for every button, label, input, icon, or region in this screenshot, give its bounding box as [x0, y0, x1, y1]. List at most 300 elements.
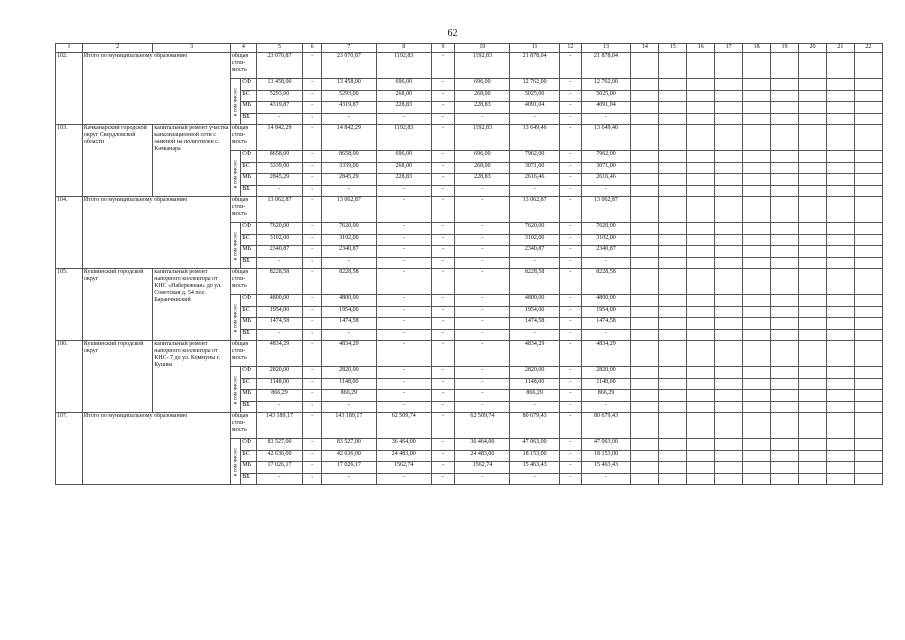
total-value-cell: 143 189,17 — [321, 413, 376, 439]
empty-cell — [743, 378, 771, 390]
total-value-cell: - — [303, 197, 322, 223]
value-cell: 15 463,43 — [581, 462, 631, 474]
row-description: Итого по муниципальному образованию — [82, 53, 230, 125]
value-cell: - — [559, 450, 581, 462]
value-cell: - — [303, 79, 322, 91]
value-cell: - — [431, 223, 455, 235]
total-value-cell: 14 842,29 — [256, 125, 303, 151]
value-cell: 1474,58 — [510, 318, 560, 330]
column-number: 4 — [230, 44, 256, 53]
empty-cell — [771, 125, 799, 151]
empty-cell — [659, 341, 687, 367]
column-number: 5 — [256, 44, 303, 53]
empty-cell — [826, 439, 854, 451]
value-cell: 696,00 — [376, 79, 431, 91]
empty-cell — [771, 102, 799, 114]
empty-cell — [771, 223, 799, 235]
total-value-cell: - — [559, 125, 581, 151]
empty-cell — [687, 185, 715, 197]
value-cell: - — [256, 401, 303, 413]
value-cell: 3071,00 — [510, 162, 560, 174]
empty-cell — [659, 367, 687, 379]
empty-cell — [631, 367, 659, 379]
empty-cell — [743, 367, 771, 379]
value-cell: - — [321, 473, 376, 485]
empty-cell — [854, 318, 882, 330]
empty-cell — [743, 269, 771, 295]
empty-cell — [771, 79, 799, 91]
value-cell: - — [559, 473, 581, 485]
empty-cell — [854, 174, 882, 186]
empty-cell — [687, 113, 715, 125]
total-value-cell: - — [431, 269, 455, 295]
empty-cell — [631, 185, 659, 197]
value-cell: - — [559, 223, 581, 235]
value-cell: - — [455, 329, 510, 341]
empty-cell — [798, 306, 826, 318]
vertical-label-text: в том числе: — [232, 231, 239, 260]
value-cell: 866,29 — [256, 390, 303, 402]
value-cell: 2340,87 — [256, 246, 303, 258]
value-cell: - — [303, 151, 322, 163]
value-cell: 7620,00 — [510, 223, 560, 235]
empty-cell — [771, 234, 799, 246]
value-cell: - — [303, 450, 322, 462]
value-cell: 8658,00 — [256, 151, 303, 163]
empty-cell — [659, 79, 687, 91]
vertical-label-text: в том числе: — [232, 87, 239, 116]
value-cell: - — [256, 473, 303, 485]
empty-cell — [743, 341, 771, 367]
value-cell: - — [510, 257, 560, 269]
funding-source-label: ВБ — [241, 185, 257, 197]
value-cell: - — [431, 162, 455, 174]
empty-cell — [771, 90, 799, 102]
empty-cell — [715, 151, 743, 163]
empty-cell — [826, 174, 854, 186]
column-number: 19 — [771, 44, 799, 53]
vertical-label-text: в том числе: — [232, 303, 239, 332]
empty-cell — [743, 401, 771, 413]
value-cell: 7620,00 — [321, 223, 376, 235]
column-number: 14 — [631, 44, 659, 53]
value-cell: 4800,00 — [581, 295, 631, 307]
value-cell: - — [431, 450, 455, 462]
total-value-cell: 13 062,87 — [256, 197, 303, 223]
total-value-cell: 1192,83 — [455, 53, 510, 79]
project-description: капитальный ремонт участка канализационной сети с заменой на полиэтилен с. Качканара — [153, 125, 231, 197]
total-value-cell: 1192,83 — [376, 125, 431, 151]
empty-cell — [854, 223, 882, 235]
empty-cell — [631, 234, 659, 246]
empty-cell — [798, 439, 826, 451]
empty-cell — [798, 473, 826, 485]
value-cell: - — [431, 329, 455, 341]
value-cell: - — [559, 151, 581, 163]
empty-cell — [743, 295, 771, 307]
value-cell: - — [303, 306, 322, 318]
total-value-cell: 4834,29 — [581, 341, 631, 367]
vertical-label — [230, 223, 240, 269]
funding-source-label: МБ — [241, 462, 257, 474]
empty-cell — [715, 185, 743, 197]
value-cell: 1954,00 — [510, 306, 560, 318]
empty-cell — [798, 390, 826, 402]
value-cell: 1474,58 — [256, 318, 303, 330]
value-cell: - — [559, 174, 581, 186]
empty-cell — [659, 269, 687, 295]
value-cell: 42 636,00 — [321, 450, 376, 462]
value-cell: 7620,00 — [581, 223, 631, 235]
funding-source-label: СФ — [241, 439, 257, 451]
empty-cell — [715, 367, 743, 379]
value-cell: - — [559, 102, 581, 114]
total-cost-label: общая стои- мость — [230, 341, 256, 367]
total-value-cell: 1192,83 — [455, 125, 510, 151]
empty-cell — [659, 318, 687, 330]
empty-cell — [687, 413, 715, 439]
empty-cell — [826, 90, 854, 102]
empty-cell — [826, 306, 854, 318]
value-cell: 8658,00 — [321, 151, 376, 163]
value-cell: - — [559, 439, 581, 451]
empty-cell — [854, 79, 882, 91]
empty-cell — [743, 151, 771, 163]
empty-cell — [854, 234, 882, 246]
funding-source-label: БС — [241, 234, 257, 246]
value-cell: 2340,87 — [321, 246, 376, 258]
funding-source-label: БС — [241, 378, 257, 390]
value-cell: 3102,00 — [321, 234, 376, 246]
empty-cell — [715, 234, 743, 246]
value-cell: - — [321, 113, 376, 125]
value-cell: - — [376, 185, 431, 197]
empty-cell — [743, 223, 771, 235]
empty-cell — [854, 269, 882, 295]
value-cell: - — [581, 113, 631, 125]
value-cell: 83 527,00 — [321, 439, 376, 451]
row-number: 106. — [56, 341, 83, 413]
row-number: 102. — [56, 53, 83, 125]
empty-cell — [687, 223, 715, 235]
empty-cell — [798, 378, 826, 390]
value-cell: - — [376, 257, 431, 269]
vertical-label — [230, 367, 240, 413]
value-cell: - — [581, 401, 631, 413]
value-cell: - — [431, 367, 455, 379]
value-cell: - — [303, 329, 322, 341]
value-cell: 4800,00 — [321, 295, 376, 307]
empty-cell — [631, 462, 659, 474]
value-cell: 3102,00 — [256, 234, 303, 246]
total-value-cell: 62 509,74 — [376, 413, 431, 439]
value-cell: 1148,00 — [510, 378, 560, 390]
empty-cell — [771, 462, 799, 474]
empty-cell — [743, 90, 771, 102]
funding-source-label: ВБ — [241, 329, 257, 341]
total-value-cell: 8228,58 — [321, 269, 376, 295]
budget-table — [55, 43, 883, 485]
value-cell: 5293,00 — [256, 90, 303, 102]
empty-cell — [854, 462, 882, 474]
value-cell: 18 153,00 — [581, 450, 631, 462]
value-cell: - — [559, 257, 581, 269]
empty-cell — [854, 306, 882, 318]
value-cell: 866,29 — [510, 390, 560, 402]
table-row — [56, 53, 883, 79]
empty-cell — [743, 390, 771, 402]
empty-cell — [798, 329, 826, 341]
empty-cell — [659, 125, 687, 151]
empty-cell — [631, 125, 659, 151]
value-cell: - — [431, 79, 455, 91]
total-value-cell: - — [376, 269, 431, 295]
column-number: 2 — [82, 44, 152, 53]
value-cell: - — [376, 390, 431, 402]
empty-cell — [631, 102, 659, 114]
row-number: 103. — [56, 125, 83, 197]
value-cell: 2340,87 — [581, 246, 631, 258]
value-cell: 47 063,00 — [581, 439, 631, 451]
value-cell: - — [559, 378, 581, 390]
value-cell: - — [303, 90, 322, 102]
value-cell: - — [431, 473, 455, 485]
empty-cell — [771, 246, 799, 258]
empty-cell — [631, 450, 659, 462]
value-cell: - — [303, 401, 322, 413]
empty-cell — [687, 79, 715, 91]
total-value-cell: 14 842,29 — [321, 125, 376, 151]
value-cell: 3339,00 — [321, 162, 376, 174]
value-cell: - — [455, 295, 510, 307]
empty-cell — [715, 295, 743, 307]
funding-source-label: МБ — [241, 390, 257, 402]
row-number: 107. — [56, 413, 83, 485]
empty-cell — [854, 90, 882, 102]
value-cell: - — [303, 185, 322, 197]
value-cell: 3071,00 — [581, 162, 631, 174]
value-cell: - — [455, 113, 510, 125]
empty-cell — [715, 246, 743, 258]
vertical-label-text: в том числе: — [232, 447, 239, 476]
table-row — [56, 341, 883, 367]
value-cell: 3102,00 — [581, 234, 631, 246]
value-cell: - — [581, 257, 631, 269]
empty-cell — [687, 90, 715, 102]
empty-cell — [798, 234, 826, 246]
value-cell: 1474,58 — [321, 318, 376, 330]
empty-cell — [771, 174, 799, 186]
empty-cell — [659, 234, 687, 246]
value-cell: 2616,46 — [510, 174, 560, 186]
value-cell: - — [376, 473, 431, 485]
empty-cell — [687, 462, 715, 474]
value-cell: 36 464,00 — [376, 439, 431, 451]
value-cell: 3339,00 — [256, 162, 303, 174]
empty-cell — [743, 450, 771, 462]
value-cell: - — [455, 246, 510, 258]
funding-source-label: ВБ — [241, 257, 257, 269]
value-cell: - — [376, 223, 431, 235]
value-cell: 83 527,00 — [256, 439, 303, 451]
value-cell: - — [581, 185, 631, 197]
value-cell: 1474,58 — [581, 318, 631, 330]
value-cell: 7962,00 — [510, 151, 560, 163]
value-cell: - — [559, 90, 581, 102]
total-value-cell: 8228,58 — [581, 269, 631, 295]
value-cell: 268,00 — [455, 90, 510, 102]
empty-cell — [631, 295, 659, 307]
value-cell: - — [559, 367, 581, 379]
empty-cell — [687, 318, 715, 330]
empty-cell — [687, 151, 715, 163]
empty-cell — [743, 79, 771, 91]
empty-cell — [659, 295, 687, 307]
value-cell: - — [431, 439, 455, 451]
column-number: 12 — [559, 44, 581, 53]
empty-cell — [854, 367, 882, 379]
empty-cell — [854, 439, 882, 451]
column-number: 22 — [854, 44, 882, 53]
value-cell: 4091,04 — [510, 102, 560, 114]
value-cell: 2340,87 — [510, 246, 560, 258]
municipality-name: Кушвинский городской округ — [82, 341, 152, 413]
project-description: капитальный ремонт напорного коллектора от КНС «Набережная» до ул. Советская д. 54 пос. Баранчинский — [153, 269, 231, 341]
value-cell: 5025,00 — [510, 90, 560, 102]
funding-source-label: БС — [241, 306, 257, 318]
empty-cell — [743, 102, 771, 114]
vertical-label-text: в том числе: — [232, 375, 239, 404]
value-cell: 4800,00 — [510, 295, 560, 307]
value-cell: - — [431, 306, 455, 318]
value-cell: 228,83 — [376, 174, 431, 186]
total-value-cell: 1192,83 — [376, 53, 431, 79]
value-cell: - — [581, 329, 631, 341]
value-cell: - — [559, 318, 581, 330]
total-value-cell: - — [559, 341, 581, 367]
empty-cell — [659, 246, 687, 258]
empty-cell — [715, 341, 743, 367]
value-cell: - — [559, 79, 581, 91]
empty-cell — [854, 151, 882, 163]
value-cell: - — [256, 185, 303, 197]
empty-cell — [771, 401, 799, 413]
total-value-cell: - — [303, 269, 322, 295]
value-cell: 1562,74 — [376, 462, 431, 474]
empty-cell — [826, 390, 854, 402]
total-value-cell: - — [431, 341, 455, 367]
empty-cell — [631, 53, 659, 79]
empty-cell — [771, 162, 799, 174]
value-cell: 18 153,00 — [510, 450, 560, 462]
value-cell: - — [303, 390, 322, 402]
empty-cell — [715, 413, 743, 439]
empty-cell — [826, 378, 854, 390]
empty-cell — [771, 197, 799, 223]
funding-source-label: ВБ — [241, 401, 257, 413]
value-cell: 1148,00 — [256, 378, 303, 390]
empty-cell — [687, 473, 715, 485]
value-cell: 1562,74 — [455, 462, 510, 474]
empty-cell — [631, 306, 659, 318]
empty-cell — [771, 53, 799, 79]
value-cell: - — [510, 113, 560, 125]
total-value-cell: - — [431, 53, 455, 79]
total-value-cell: - — [559, 197, 581, 223]
empty-cell — [715, 401, 743, 413]
row-description: Итого по муниципальному образованию — [82, 197, 230, 269]
value-cell: - — [455, 378, 510, 390]
column-number: 10 — [455, 44, 510, 53]
empty-cell — [771, 257, 799, 269]
total-value-cell: - — [376, 197, 431, 223]
empty-cell — [771, 113, 799, 125]
empty-cell — [687, 378, 715, 390]
column-number: 20 — [798, 44, 826, 53]
value-cell: - — [431, 295, 455, 307]
column-number: 1 — [56, 44, 83, 53]
empty-cell — [687, 329, 715, 341]
empty-cell — [798, 185, 826, 197]
empty-cell — [826, 53, 854, 79]
empty-cell — [631, 174, 659, 186]
value-cell: 24 483,00 — [455, 450, 510, 462]
empty-cell — [687, 257, 715, 269]
value-cell: 866,29 — [581, 390, 631, 402]
empty-cell — [687, 234, 715, 246]
value-cell: - — [321, 329, 376, 341]
value-cell: - — [431, 378, 455, 390]
value-cell: - — [256, 113, 303, 125]
empty-cell — [659, 197, 687, 223]
total-value-cell: - — [431, 197, 455, 223]
total-value-cell: 13 062,87 — [510, 197, 560, 223]
value-cell: 5025,00 — [581, 90, 631, 102]
empty-cell — [826, 341, 854, 367]
value-cell: - — [431, 185, 455, 197]
empty-cell — [631, 246, 659, 258]
column-number: 16 — [687, 44, 715, 53]
empty-cell — [631, 113, 659, 125]
value-cell: - — [559, 185, 581, 197]
value-cell: 1148,00 — [581, 378, 631, 390]
empty-cell — [743, 113, 771, 125]
total-value-cell: 13 649,46 — [510, 125, 560, 151]
total-value-cell: 8228,58 — [510, 269, 560, 295]
empty-cell — [659, 390, 687, 402]
page-number: 62 — [447, 28, 458, 39]
value-cell: - — [455, 401, 510, 413]
empty-cell — [743, 185, 771, 197]
empty-cell — [826, 162, 854, 174]
funding-source-label: СФ — [241, 223, 257, 235]
empty-cell — [826, 473, 854, 485]
value-cell: - — [303, 378, 322, 390]
empty-cell — [715, 378, 743, 390]
funding-source-label: ВБ — [241, 473, 257, 485]
column-number: 17 — [715, 44, 743, 53]
value-cell: - — [455, 185, 510, 197]
empty-cell — [743, 246, 771, 258]
row-description: Итого по муниципальному образованию — [82, 413, 230, 485]
empty-cell — [798, 295, 826, 307]
empty-cell — [743, 439, 771, 451]
value-cell: - — [256, 257, 303, 269]
column-number: 6 — [303, 44, 322, 53]
funding-source-label: БС — [241, 90, 257, 102]
value-cell: 12 762,00 — [581, 79, 631, 91]
empty-cell — [743, 125, 771, 151]
